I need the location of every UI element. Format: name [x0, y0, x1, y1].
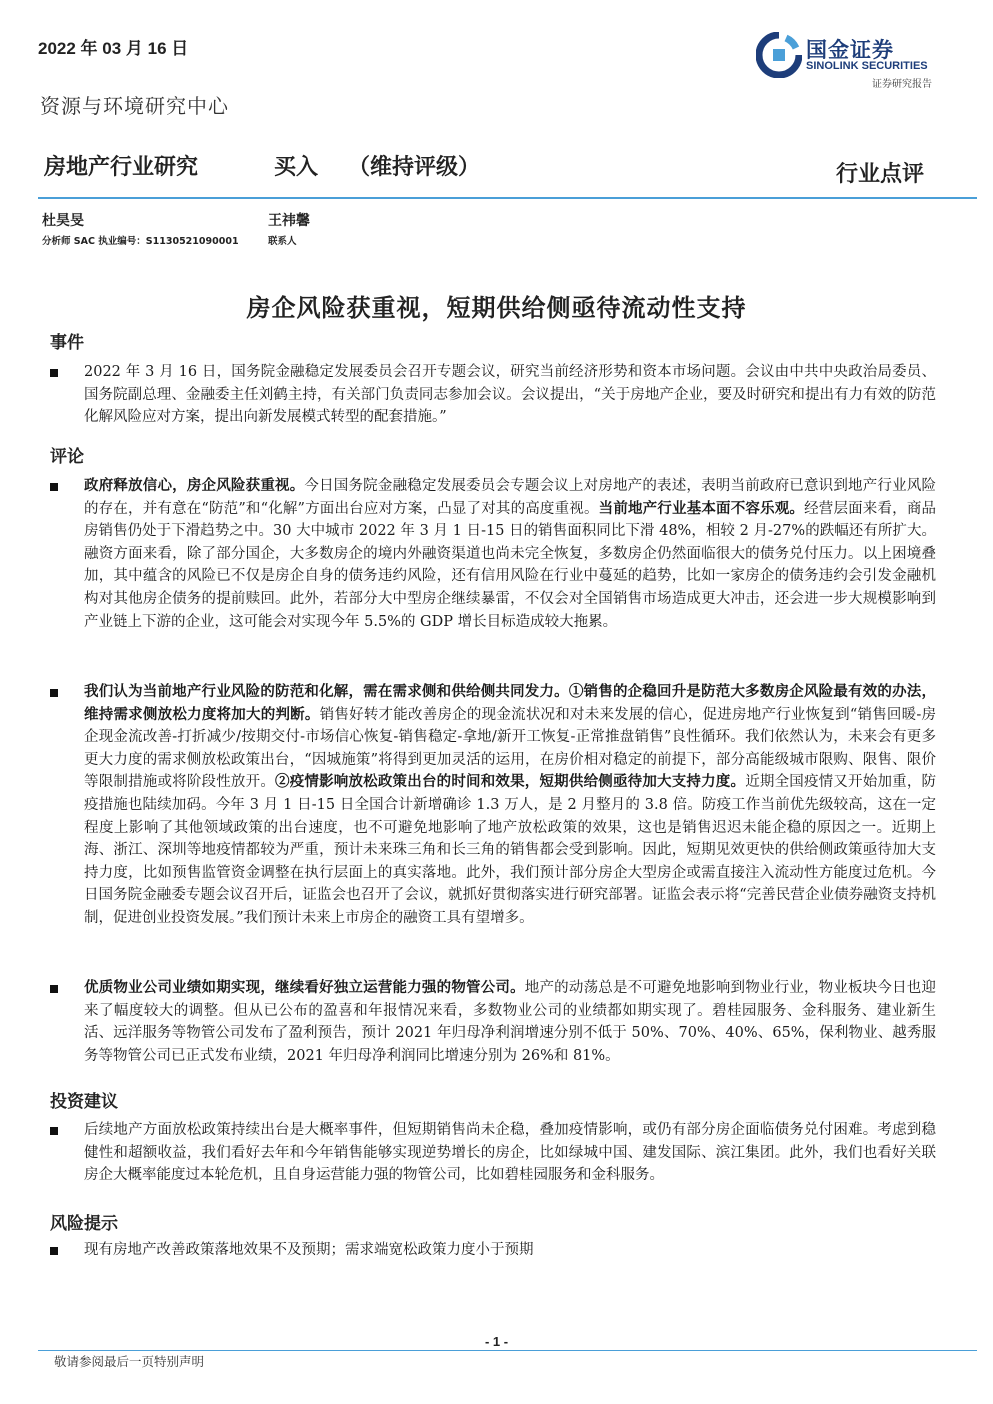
analyst-name: 杜昊旻	[42, 213, 84, 229]
logo-emblem-icon	[756, 32, 802, 78]
logo-english-name: SINOLINK SECURITIES	[806, 60, 928, 72]
industry-label: 房地产行业研究	[44, 154, 199, 180]
rating-label: 买入	[274, 154, 319, 180]
comment-2-text: 销售好转才能改善房企的现金流状况和对未来发展的信心，促进房地产行业恢复到“销售回暖-房企现金流改善-打折减少/按期交付-市场信心恢复-销售稳定-拿地/新开工恢复-正常推盘销售”良性循环。我们依然认为，未来会有更多更大力度的需求侧放松政策出台，“因城施策”将得到更加灵活的运用，在房价相对稳定的前提下，部分高能级城市限购、限售、限价等限制措施或将阶段性放开。	[84, 706, 936, 791]
section-heading-risk: 风险提示	[50, 1214, 118, 1234]
company-logo	[756, 30, 956, 90]
bullet-icon	[50, 483, 58, 491]
section-heading-comment: 评论	[50, 447, 84, 467]
rating-note: （维持评级）	[348, 154, 481, 180]
comment-2-text-2: 近期全国疫情又开始加重，防疫措施也陆续加码。今年 3 月 1 日-15 日全国合计新增确诊 1.3 万人，是 2 月整月的 3.8 倍。防疫工作当前优先级较高，这在一定程度上影响了其他领域政策的出台速度，也不可避免地影响了地产放松政策的效果，这也是销售迟迟未能企稳的原因之一。近期上海、浙江、深圳等地疫情都较为严重，预计未来珠三角和长三角的销售都会受到影响。因此，短期见效更快的供给侧政策亟待加大支持力度，比如预售监管资金调整在执行层面上的真实落地。此外，我们预计部分房企大型房企或需直接注入流动性方能度过危机。今日国务院金融委专题会议召开后，证监会也召开了会议，就抓好贯彻落实进行研究部署。证监会表示将“完善民营企业债券融资支持机制，促进创业投资发展。”我们预计未来上市房企的融资工具有望增多。	[84, 774, 937, 926]
logo-subtitle: 证券研究报告	[872, 79, 932, 90]
bullet-icon	[50, 369, 58, 377]
analyst-block	[42, 210, 239, 247]
comment-1-text-2: 经营层面来看，商品房销售仍处于下滑趋势之中。30 大中城市 2022 年 3 月 1 日-15 日的销售面积同比下滑 48%，相较 2 月-27%的跌幅还有所扩大。融资方面来看，除了部分国企，大多数房企的境内外融资渠道也尚未完全恢复，多数房企仍然面临很大的债务兑付压力。以上困境叠加，其中蕴含的风险已不仅是房企自身的债务违约风险，还有信用风险在行业中蔓延的趋势，比如一家房企的债务违约会引发金融机构对其他房企债务的提前赎回。此外，若部分大中型房企继续暴雷，不仅会对全国销售市场造成更大冲击，还会进一步大规模影响到产业链上下游的企业，这可能会对实现今年 5.5%的 GDP 增长目标造成较大拖累。	[84, 500, 936, 630]
footer-divider	[38, 1350, 977, 1351]
page-number: - 1 -	[484, 1334, 509, 1349]
analyst-sac-number: 分析师 SAC 执业编号：S1130521090001	[42, 236, 239, 247]
bullet-icon	[50, 689, 58, 697]
logo-name: 国金证券	[806, 38, 894, 62]
contact-name: 王祎馨	[268, 213, 310, 229]
event-paragraph: 2022 年 3 月 16 日，国务院金融稳定发展委员会召开专题会议，研究当前经济形势和资本市场问题。会议由中共中央政治局委员、国务院副总理、金融委主任刘鹤主持，有关部门负责同志参加会议。会议提出，“关于房地产企业，要及时研究和提出有力有效的防范化解风险应对方案，提出向新发展模式转型的配套措施。”	[84, 364, 936, 426]
comment-2-lead: 我们认为当前地产行业风险的防范和化解，需在需求侧和供给侧共同发力。①销售的企稳回升是防范大多数房企风险最有效的办法，维持需求侧放松力度将加大的判断。	[84, 683, 936, 723]
comment-paragraph-3	[84, 977, 936, 1067]
comment-1-lead-2: 当前地产行业基本面不容乐观。	[598, 499, 805, 517]
comment-1-text: 今日国务院金融稳定发展委员会专题会议上对房地产的表述，表明当前政府已意识到地产行业风险的存在，并有意在“防范”和“化解”方面出台应对方案，凸显了对其的高度重视。	[84, 478, 937, 517]
header-divider	[38, 197, 977, 199]
comment-paragraph-2	[84, 681, 936, 930]
report-title: 房企风险获重视，短期供给侧亟待流动性支持	[246, 293, 747, 322]
bullet-icon	[50, 1127, 58, 1135]
disclaimer-note: 敬请参阅最后一页特别声明	[54, 1354, 205, 1369]
comment-3-text: 地产的动荡总是不可避免地影响到物业行业，物业板块今日也迎来了幅度较大的调整。但从已公布的盈喜和年报情况来看，多数物业公司的业绩都如期实现了。碧桂园服务、金科服务、建业新生活、远洋服务等物管公司发布了盈利预告，预计 2021 年归母净利润增速分别不低于 50%、70%、40%、65%，保利物业、越秀服务等物管公司已正式发布业绩，2021 年归母净利润同比增速分别为 26%和 81%。	[84, 980, 937, 1064]
report-date: 2022 年 03 月 16 日	[38, 39, 189, 58]
report-type: 行业点评	[836, 161, 925, 187]
section-heading-advice: 投资建议	[50, 1092, 118, 1112]
bullet-icon	[50, 1247, 58, 1255]
advice-paragraph: 后续地产方面放松政策持续出台是大概率事件，但短期销售尚未企稳，叠加疫情影响，或仍有部分房企面临债务兑付困难。考虑到稳健性和超额收益，我们看好去年和今年销售能够实现逆势增长的房企，比如绿城中国、建发国际、滨江集团。此外，我们也看好关联房企大概率能度过本轮危机，且自身运营能力强的物管公司，比如碧桂园服务和金科服务。	[84, 1122, 936, 1184]
comment-2-lead-2: ②疫情影响放松政策出台的时间和效果，短期供给侧亟待加大支持力度。	[275, 773, 746, 791]
comment-paragraph-1	[84, 475, 936, 633]
comment-3-lead: 优质物业公司业绩如期实现，继续看好独立运营能力强的物管公司。	[84, 979, 525, 996]
section-heading-event: 事件	[50, 333, 84, 353]
comment-1-lead: 政府释放信心，房企风险获重视。	[84, 477, 305, 494]
department: 资源与环境研究中心	[40, 94, 229, 118]
risk-paragraph: 现有房地产改善政策落地效果不及预期；需求端宽松政策力度小于预期	[84, 1242, 534, 1258]
contact-block	[268, 210, 310, 247]
contact-role: 联系人	[268, 236, 297, 247]
bullet-icon	[50, 985, 58, 993]
